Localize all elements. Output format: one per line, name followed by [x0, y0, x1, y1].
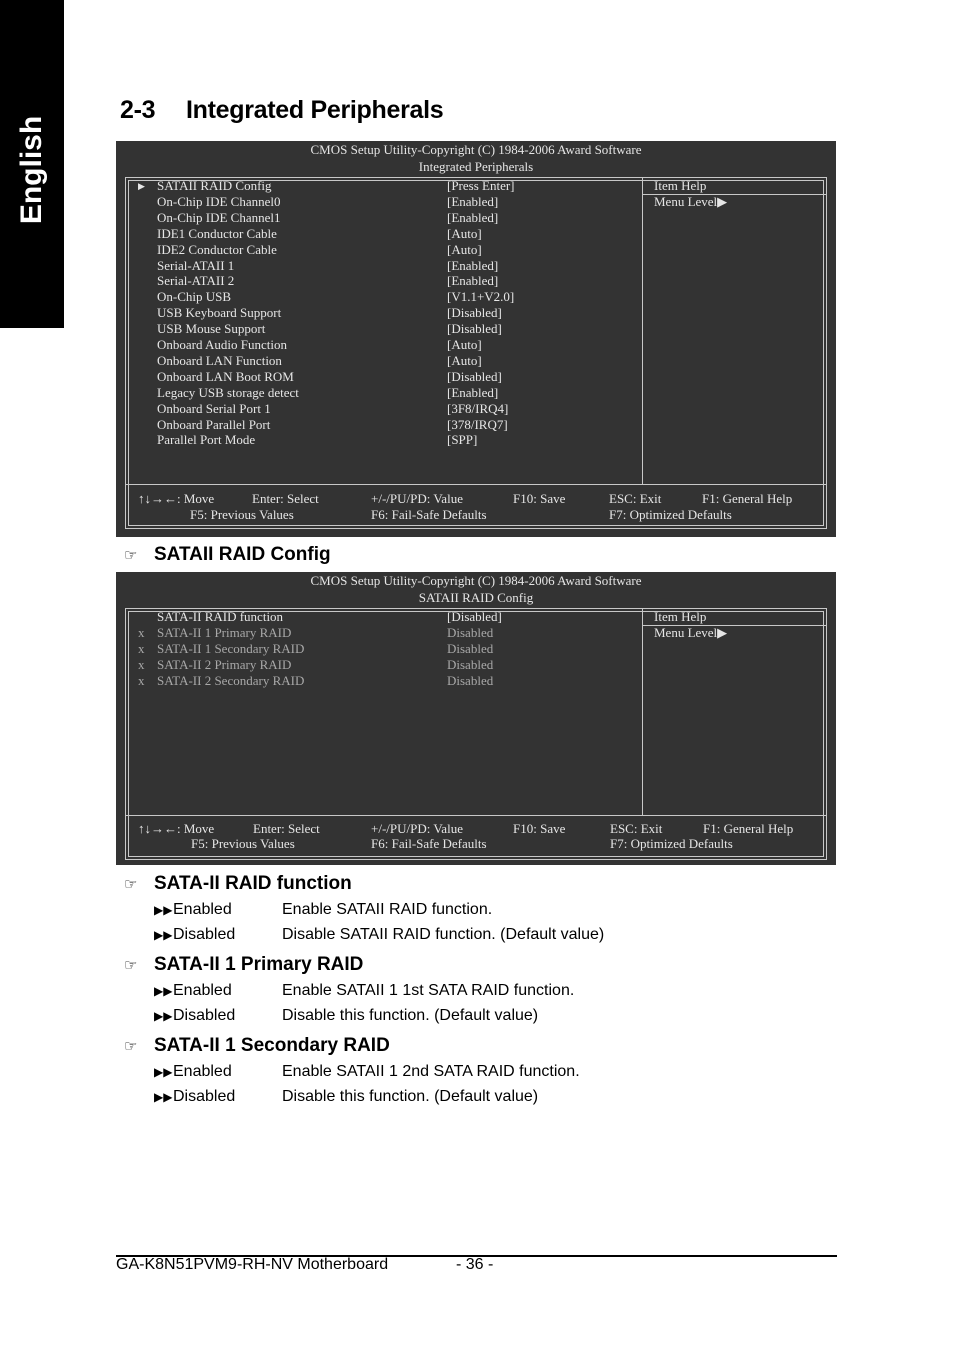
option-description: Enable SATAII 1 2nd SATA RAID function.: [282, 1063, 580, 1080]
option-row: [154, 1007, 538, 1025]
footer-previous: F5: Previous Values: [190, 507, 294, 522]
section-title: [120, 96, 443, 125]
option-row: [154, 901, 492, 919]
footer-optimized: F7: Optimized Defaults: [610, 836, 733, 851]
setting-name: USB Mouse Support: [157, 321, 266, 337]
setting-value[interactable]: [Disabled]: [447, 321, 502, 337]
setting-value[interactable]: [Auto]: [447, 241, 482, 257]
setting-name: SATA-II 1 Secondary RAID: [157, 640, 305, 656]
setting-value[interactable]: [Disabled]: [447, 305, 502, 321]
double-arrow-icon: ▶▶: [154, 1065, 173, 1079]
subsection-heading-text: SATAII RAID Config: [154, 544, 331, 565]
setting-name: SATA-II 2 Secondary RAID: [157, 672, 305, 688]
footer-optimized: F7: Optimized Defaults: [609, 507, 732, 522]
setting-name: SATA-II 1 Primary RAID: [157, 624, 292, 640]
setting-value: Disabled: [447, 640, 494, 656]
setting-name: Onboard LAN Boot ROM: [157, 368, 294, 384]
setting-value[interactable]: [3F8/IRQ4]: [447, 400, 509, 416]
option-row: [154, 926, 604, 944]
option-label: Disabled: [173, 1088, 236, 1105]
footer-help: F1: General Help: [702, 491, 793, 506]
language-tab-label: English: [15, 115, 48, 225]
setting-value: Disabled: [447, 656, 494, 672]
disabled-marker: x: [138, 656, 145, 672]
option-label: Enabled: [173, 982, 232, 999]
setting-name: On-Chip IDE Channel0: [157, 193, 281, 209]
subsection-heading: [124, 544, 331, 566]
setting-name: Serial-ATAII 1: [157, 257, 235, 273]
option-description: Disable this function. (Default value): [282, 1007, 539, 1024]
description-heading-text: SATA-II RAID function: [154, 873, 352, 894]
option-description: Disable SATAII RAID function. (Default value): [282, 926, 605, 943]
bios-main-frame: [125, 608, 827, 860]
setting-name: USB Keyboard Support: [157, 305, 282, 321]
disabled-marker: x: [138, 672, 145, 688]
double-arrow-icon: ▶▶: [154, 1090, 173, 1104]
option-row: [154, 1063, 580, 1081]
footer-divider: [126, 815, 826, 816]
submenu-arrow-icon: ▶: [138, 181, 145, 191]
option-label: Disabled: [173, 926, 236, 943]
footer-save: F10: Save: [513, 491, 566, 506]
item-help-title: Item Help: [654, 178, 707, 193]
description-heading-text: SATA-II 1 Primary RAID: [154, 954, 364, 975]
setting-name: SATA-II RAID function: [157, 609, 284, 624]
setting-name: Onboard LAN Function: [157, 352, 282, 368]
footer-enter: Enter: Select: [252, 491, 319, 506]
double-arrow-icon: ▶▶: [154, 1009, 173, 1023]
option-description: Enable SATAII 1 1st SATA RAID function.: [282, 982, 575, 999]
setting-name: IDE2 Conductor Cable: [157, 241, 277, 257]
help-divider: [642, 609, 643, 815]
footer-help: F1: General Help: [703, 821, 794, 836]
footer-value: +/-/PU/PD: Value: [371, 491, 463, 506]
footer-value: +/-/PU/PD: Value: [371, 821, 463, 836]
disabled-marker: x: [138, 624, 145, 640]
setting-name: Legacy USB storage detect: [157, 384, 299, 400]
option-row: [154, 982, 574, 1000]
section-number: 2-3: [120, 96, 156, 124]
setting-value[interactable]: [Disabled]: [447, 368, 502, 384]
setting-name: On-Chip USB: [157, 289, 232, 305]
setting-name: Onboard Serial Port 1: [157, 400, 271, 416]
setting-value[interactable]: [Auto]: [447, 225, 482, 241]
setting-name: Serial-ATAII 2: [157, 273, 235, 289]
option-label: Enabled: [173, 901, 232, 918]
setting-value: Disabled: [447, 672, 494, 688]
setting-name: SATA-II 2 Primary RAID: [157, 656, 292, 672]
disabled-marker: x: [138, 640, 145, 656]
setting-value[interactable]: [Enabled]: [447, 193, 499, 209]
footer-enter: Enter: Select: [253, 821, 320, 836]
option-label: Disabled: [173, 1007, 236, 1024]
setting-name: Onboard Parallel Port: [157, 416, 271, 432]
setting-value[interactable]: [Auto]: [447, 337, 482, 352]
footer-esc: ESC: Exit: [610, 821, 663, 836]
setting-value[interactable]: [Enabled]: [447, 384, 499, 400]
setting-name: On-Chip IDE Channel1: [157, 209, 281, 225]
language-tab: [0, 0, 64, 328]
footer-failsafe: F6: Fail-Safe Defaults: [371, 507, 487, 522]
footer-save: F10: Save: [513, 821, 566, 836]
double-arrow-icon: ▶▶: [154, 903, 173, 917]
description-heading: [124, 873, 352, 895]
bios-header-copyright: CMOS Setup Utility-Copyright (C) 1984-2006 Award Software: [310, 142, 642, 157]
setting-value[interactable]: [Disabled]: [447, 609, 502, 624]
double-arrow-icon: ▶▶: [154, 984, 173, 998]
bios-header-title: Integrated Peripherals: [418, 159, 534, 174]
bios-header-title: SATAII RAID Config: [418, 590, 534, 605]
setting-value[interactable]: [Auto]: [447, 352, 482, 368]
setting-value[interactable]: [Enabled]: [447, 257, 499, 273]
footer-failsafe: F6: Fail-Safe Defaults: [371, 836, 487, 851]
setting-value[interactable]: [V1.1+V2.0]: [447, 289, 515, 305]
setting-name: IDE1 Conductor Cable: [157, 225, 277, 241]
bios-main-frame: [125, 177, 827, 529]
footer-page-number: - 36 -: [456, 1256, 494, 1273]
footer-move: ↑↓→←: Move: [138, 821, 215, 836]
section-title-text: Integrated Peripherals: [186, 96, 444, 124]
setting-value[interactable]: [Enabled]: [447, 273, 499, 289]
item-help-text: Menu Level▶: [654, 194, 728, 209]
pointing-hand-icon: ☞: [124, 876, 138, 893]
setting-name: SATAII RAID Config: [157, 178, 272, 193]
setting-value[interactable]: [378/IRQ7]: [447, 416, 508, 432]
pointing-hand-icon: ☞: [124, 957, 138, 974]
footer-esc: ESC: Exit: [609, 491, 662, 506]
setting-name: Onboard Audio Function: [157, 337, 287, 352]
setting-value[interactable]: [SPP]: [447, 432, 478, 448]
bios-screen-sataii-raid-config: [116, 572, 836, 865]
description-heading-text: SATA-II 1 Secondary RAID: [154, 1035, 390, 1056]
setting-value[interactable]: [Press Enter]: [447, 178, 515, 193]
setting-value: Disabled: [447, 624, 494, 640]
option-row: [154, 1088, 538, 1106]
item-help-text: Menu Level▶: [654, 625, 728, 640]
option-label: Enabled: [173, 1063, 232, 1080]
footer-move: ↑↓→←: Move: [138, 491, 215, 506]
footer-previous: F5: Previous Values: [191, 836, 295, 851]
setting-name: Parallel Port Mode: [157, 432, 256, 448]
option-description: Disable this function. (Default value): [282, 1088, 539, 1105]
description-heading: [124, 954, 363, 976]
description-heading: [124, 1035, 390, 1057]
setting-value[interactable]: [Enabled]: [447, 209, 499, 225]
bios-header-copyright: CMOS Setup Utility-Copyright (C) 1984-2006 Award Software: [310, 573, 642, 588]
double-arrow-icon: ▶▶: [154, 928, 173, 942]
pointing-hand-icon: ☞: [124, 547, 138, 564]
option-description: Enable SATAII RAID function.: [282, 901, 493, 918]
footer-divider: [126, 484, 826, 485]
help-divider: [642, 178, 643, 484]
bios-screen-integrated-peripherals: [116, 141, 836, 537]
footer-model: GA-K8N51PVM9-RH-NV Motherboard: [116, 1256, 389, 1273]
pointing-hand-icon: ☞: [124, 1038, 138, 1055]
item-help-title: Item Help: [654, 609, 707, 624]
